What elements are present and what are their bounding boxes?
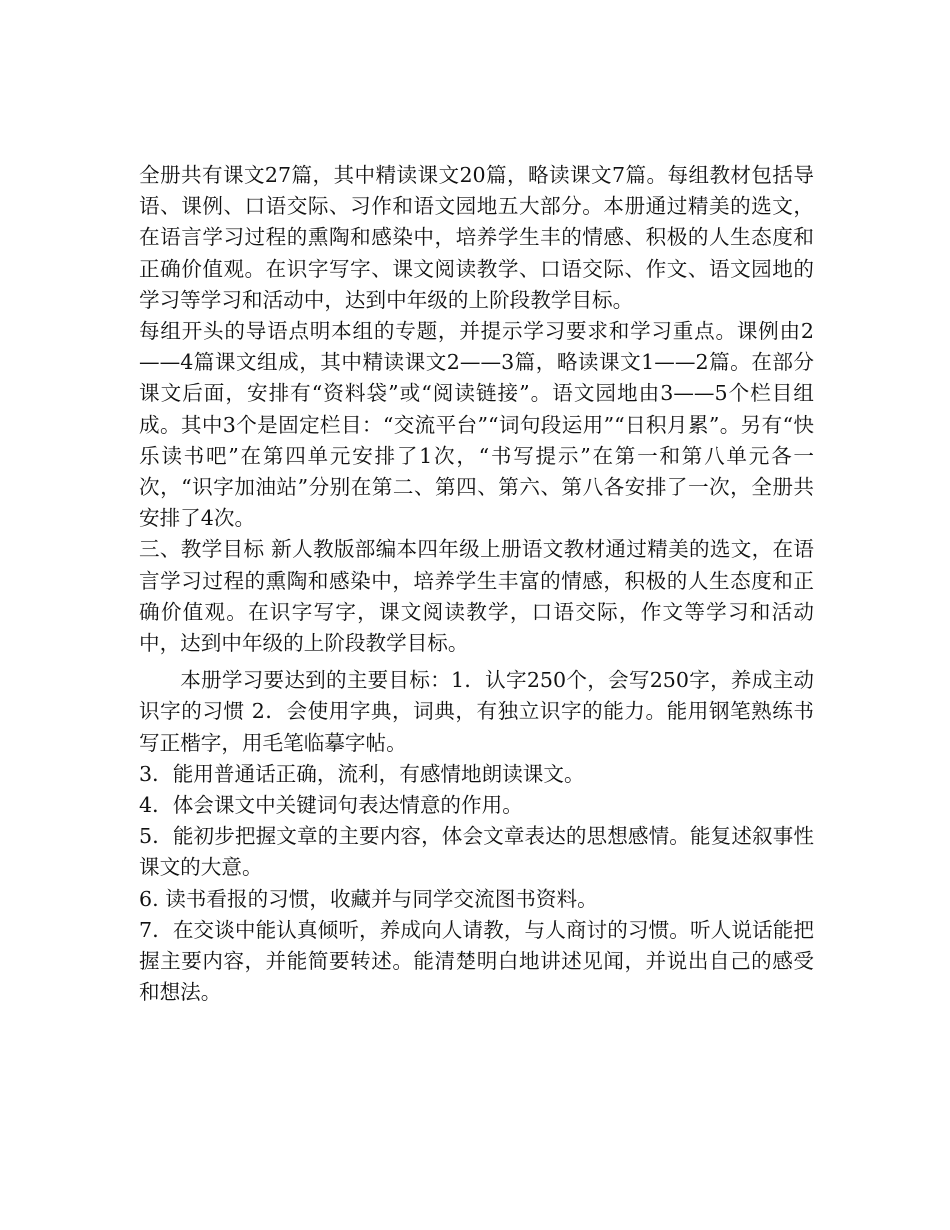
list-item-goal-3: 3．能用普通话正确，流利，有感情地朗读课文。	[139, 761, 585, 786]
list-item-goal-6: 6. 读书看报的习惯，收藏并与同学交流图书资料。	[139, 886, 598, 911]
list-item-goal-4: 4．体会课文中关键词句表达情意的作用。	[139, 793, 523, 818]
document-body	[139, 160, 814, 1008]
paragraph-main-goals: 本册学习要达到的主要目标：1．认字250个，会写250字，养成主动识字的习惯 2．会使用字典，词典，有独立识字的能力。能用钢笔熟练书写正楷字，用毛笔临摹字帖。	[139, 668, 814, 755]
list-item-goal-7: 7．在交谈中能认真倾听，养成向人请教，与人商讨的习惯。听人说话能把握主要内容，并能简要转述。能清楚明白地讲述见闻，并说出自己的感受和想法。	[139, 917, 814, 1005]
paragraph-teaching-goals: 三、教学目标 新人教版部编本四年级上册语文教材通过精美的选文，在语言学习过程的熏陶和感染中，培养学生丰富的情感，积极的人生态度和正确价值观。在识字写字，课文阅读教学，口语交际，作文等学习和活动中，达到中年级的上阶段教学目标。	[139, 537, 814, 656]
paragraph-textbook-overview: 全册共有课文27篇，其中精读课文20篇，略读课文7篇。每组教材包括导语、课例、口语交际、习作和语文园地五大部分。本册通过精美的选文，在语言学习过程的熏陶和感染中，培养学生丰的情感、积极的人生态度和正确价值观。在识字写字、课文阅读教学、口语交际、作文、语文园地的学习等学习和活动中，达到中年级的上阶段教学目标。	[139, 163, 814, 312]
list-item-goal-5: 5．能初步把握文章的主要内容，体会文章表达的思想感情。能复述叙事性课文的大意。	[139, 824, 814, 880]
paragraph-unit-structure: 每组开头的导语点明本组的专题，并提示学习要求和学习重点。课例由2——4篇课文组成，其中精读课文2——3篇，略读课文1——2篇。在部分课文后面，安排有“资料袋”或“阅读链接”。语文园地由3——5个栏目组成。其中3个是固定栏目：“交流平台”“词句段运用”“日积月累”。另有“快乐读书吧”在第四单元安排了1次，“书写提示”在第一和第八单元各一次，“识字加油站”分别在第二、第四、第六、第八各安排了一次，全册共安排了4次。	[139, 319, 814, 531]
